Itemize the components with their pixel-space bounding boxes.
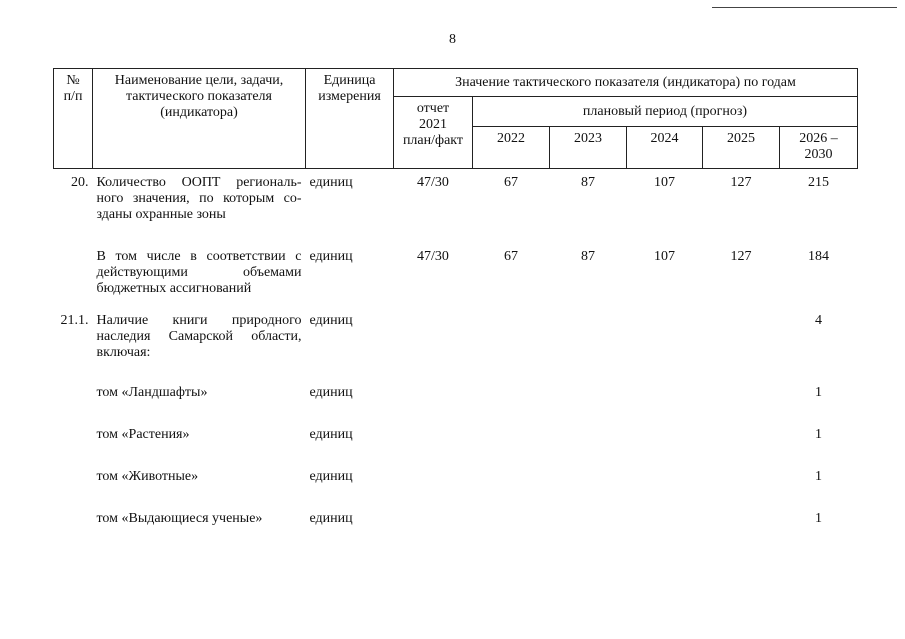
top-rule <box>712 7 897 8</box>
row-report <box>394 379 473 421</box>
row-value: 4 <box>815 313 822 328</box>
row-value: 1 <box>815 469 822 484</box>
row-num <box>54 463 93 505</box>
row-name: Количество ООПТ региональ-ного значения, по которым со-зданы охранные зоны <box>96 175 302 222</box>
row-value <box>550 307 627 379</box>
row-unit: единиц <box>309 313 353 328</box>
header-year: 2026 – 2030 <box>780 127 858 169</box>
row-report: 47/30 <box>417 175 449 190</box>
header-unit: Единица измерения <box>306 69 394 169</box>
row-unit: единиц <box>309 469 353 484</box>
page-number: 8 <box>449 32 456 47</box>
row-value <box>627 505 703 547</box>
row-name: том «Животные» <box>96 469 199 484</box>
row-num: 21.1. <box>60 313 89 328</box>
row-value <box>550 505 627 547</box>
header-year: 2023 <box>550 127 627 169</box>
row-value <box>550 463 627 505</box>
row-value <box>627 421 703 463</box>
row-unit: единиц <box>309 175 353 190</box>
row-value: 87 <box>581 249 595 264</box>
table-row <box>54 505 858 547</box>
row-value <box>473 505 550 547</box>
row-value: 1 <box>815 427 822 442</box>
row-value <box>703 379 780 421</box>
row-report <box>394 307 473 379</box>
row-name: том «Выдающиеся ученые» <box>96 511 263 526</box>
row-value <box>550 379 627 421</box>
row-value <box>627 307 703 379</box>
row-value: 67 <box>504 249 518 264</box>
row-value: 184 <box>808 249 829 264</box>
row-value: 67 <box>504 175 518 190</box>
row-report <box>394 505 473 547</box>
row-unit: единиц <box>309 385 353 400</box>
row-name: В том числе в соответствии с действующими объемами бюджетных ассигнований <box>96 249 302 296</box>
row-name: Наличие книги природного наследия Самарской области, включая: <box>96 313 302 360</box>
table-row <box>54 463 858 505</box>
row-value: 1 <box>815 511 822 526</box>
row-value <box>627 463 703 505</box>
header-year: 2025 <box>703 127 780 169</box>
row-value <box>703 307 780 379</box>
row-value: 87 <box>581 175 595 190</box>
row-report <box>394 421 473 463</box>
row-value: 127 <box>730 249 752 264</box>
row-num <box>54 505 93 547</box>
header-name: Наименование цели, задачи, тактического показателя (индикатора) <box>93 69 306 169</box>
row-value <box>473 307 550 379</box>
row-value: 1 <box>815 385 822 400</box>
row-value <box>473 421 550 463</box>
row-value: 127 <box>730 175 752 190</box>
row-unit: единиц <box>309 427 353 442</box>
row-value <box>473 379 550 421</box>
table-row <box>54 307 858 379</box>
row-value <box>627 379 703 421</box>
row-name: том «Растения» <box>96 427 190 442</box>
row-value <box>703 421 780 463</box>
header-year: 2024 <box>627 127 703 169</box>
row-num <box>54 379 93 421</box>
row-value: 107 <box>654 249 675 264</box>
row-value: 215 <box>808 175 829 190</box>
table-row <box>54 169 858 244</box>
row-name: том «Ландшафты» <box>96 385 208 400</box>
row-unit: единиц <box>309 249 353 264</box>
row-value <box>473 463 550 505</box>
table-row <box>54 243 858 307</box>
header-values-title: Значение тактического показателя (индикатора) по годам <box>394 69 858 97</box>
row-report <box>394 463 473 505</box>
row-value <box>703 505 780 547</box>
row-value <box>550 421 627 463</box>
header-report: отчет 2021 план/факт <box>394 97 473 169</box>
row-num <box>54 243 93 307</box>
header-year: 2022 <box>473 127 550 169</box>
indicators-table <box>53 68 858 547</box>
row-value <box>703 463 780 505</box>
header-plan-period: плановый период (прогноз) <box>473 97 858 127</box>
table-row <box>54 379 858 421</box>
row-num <box>54 421 93 463</box>
table-row <box>54 421 858 463</box>
row-value: 107 <box>654 175 675 190</box>
row-report: 47/30 <box>417 249 449 264</box>
row-unit: единиц <box>309 511 353 526</box>
header-num: № п/п <box>54 69 93 169</box>
row-num: 20. <box>71 175 89 190</box>
